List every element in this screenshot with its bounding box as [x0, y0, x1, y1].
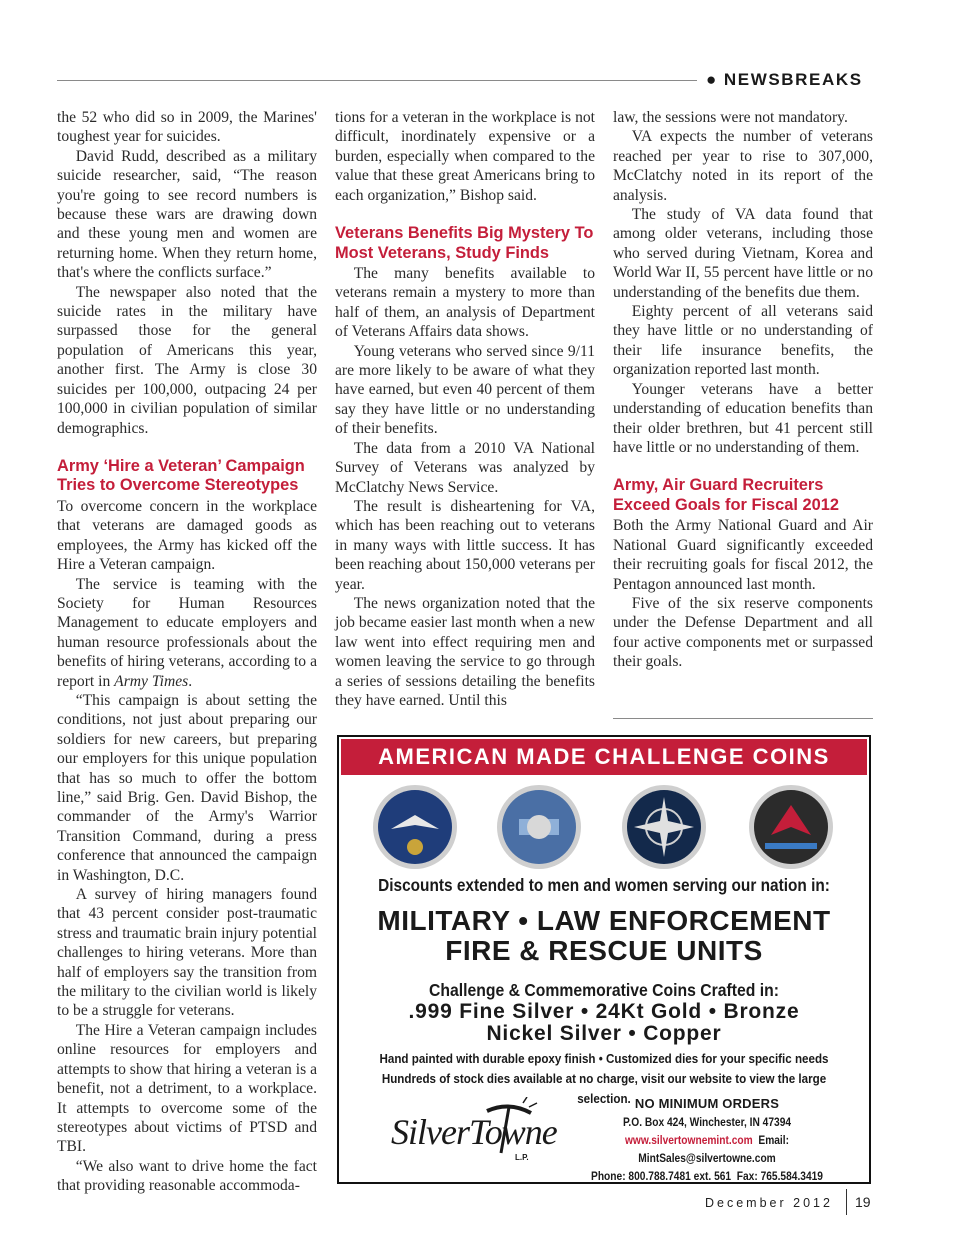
paragraph: Eighty percent of all veterans said they have little or no understanding of their life insurance benefits, the organization reported last month. [613, 303, 873, 379]
paragraph: The news organization noted that the job became easier last month when a new law went into effect requiring men and women leaving the service to go through a series of sessions detailing the benefits they have earned. Until this [335, 594, 595, 709]
ad-line-military: MILITARY • LAW ENFORCEMENT [377, 905, 831, 936]
paragraph: The Hire a Veteran campaign includes online resources for employers and attempts to show that hiring a veteran is a benefit, not a detriment, to a workplace. It attempts to overcome some of the stereotypes about victims of PTSD and TBI. [57, 1021, 317, 1156]
bullet-icon: ● [706, 70, 718, 89]
advertisement[interactable] [337, 735, 871, 1184]
paragraph: Both the Army National Guard and Air National Guard significantly exceeded their recruiting goals for fiscal 2012, the Pentagon announced last month. [613, 517, 873, 593]
ad-footer [339, 1089, 869, 1183]
fax: Fax: 765.584.3419 [736, 1169, 823, 1183]
logo-lp: L.P. [515, 1153, 529, 1162]
paragraph [57, 575, 317, 691]
paragraph: the 52 who did so in 2009, the Marines' toughest year for suicides. [57, 109, 317, 146]
email-link[interactable]: Email: MintSales@silvertowne.com [638, 1133, 789, 1165]
publication-name: Army Times [114, 672, 189, 690]
text-run: The service is teaming with the Society for Human Resources Management to educate employers and human resource professionals about the benefits of hiring veterans, according to a report in [57, 575, 317, 690]
column-rule [613, 718, 873, 719]
paragraph: David Rudd, described as a military suicide researcher, said, “The reason you're going to see record numbers is because these wars are drawing down and these young men and women are returning home. When they return home, that's where the conflicts surface.” [57, 147, 317, 282]
section-label [706, 70, 863, 90]
paragraph: The newspaper also noted that the suicide rates in the military have surpassed those for the general population of Americans this year, another first. The Army is close 30 suicides per 100,000, outpacing 24 per 100,000 in civilian population of similar demographics. [57, 283, 317, 437]
article-heading-benefits-mystery: Veterans Benefits Big Mystery To Most Veterans, Study Finds [335, 224, 594, 262]
coin-icon [622, 785, 706, 869]
paragraph: tions for a veteran in the workplace is not difficult, inordinately expensive or a burden, especially when compared to the value that these great Americans bring to each organization,” Bishop said. [335, 109, 595, 204]
text-run: . [188, 672, 193, 690]
paragraph: VA expects the number of veterans reached per year to rise to 307,000, McClatchy noted in its report of the analysis. [613, 128, 873, 204]
column-1 [57, 108, 317, 1196]
ad-discount: Discounts extended to men and women serving our nation in: [378, 875, 830, 895]
ad-crafted: Challenge & Commemorative Coins Crafted in: [428, 980, 780, 1000]
article-heading-hire-a-veteran: Army ‘Hire a Veteran’ Campaign Tries to Overcome Stereotypes [57, 456, 305, 495]
coin-icon [497, 785, 581, 869]
coins-illustration [339, 775, 869, 875]
paragraph: law, the sessions were not mandatory. [613, 109, 848, 126]
paragraph: Younger veterans have a better understanding of education benefits than their older brethren, but 41 percent still have little or no understanding of them. [613, 380, 873, 456]
no-minimum-orders: NO MINIMUM ORDERS [634, 1096, 780, 1111]
paragraph: “We also want to drive home the fact that providing reasonable accommoda- [57, 1157, 317, 1195]
contact-block [567, 1095, 847, 1185]
ad-finish: Hand painted with durable epoxy finish • Customized dies for your specific needs [379, 1051, 829, 1066]
website-link[interactable]: www.silvertownemint.com [624, 1133, 753, 1147]
coin-row [339, 775, 869, 875]
ad-banner: AMERICAN MADE CHALLENGE COINS [341, 739, 867, 775]
ad-metals-1: .999 Fine Silver • 24Kt Gold • Bronze [408, 1000, 800, 1023]
paragraph: The data from a 2010 VA National Survey of Veterans was analyzed by McClatchy News Service. [335, 439, 595, 496]
logo-text: SilverTowne [391, 1112, 557, 1152]
ad-metals-2: Nickel Silver • Copper [486, 1022, 722, 1045]
ad-line-fire: FIRE & RESCUE UNITS [445, 935, 763, 966]
silvertowne-logo[interactable] [391, 1097, 557, 1167]
paragraph: A survey of hiring managers found that 43 percent consider post-traumatic stress and traumatic brain injury potential challenges to hiring veterans. More than half of employers say the transition from the military to the civilian world is likely to be a struggle for veterans. [57, 886, 317, 1020]
ad-stock: Hundreds of stock dies available at no charge, visit our website to view the large selection. [381, 1071, 827, 1106]
issue-date: December 2012 [705, 1196, 833, 1210]
column-2 [335, 108, 595, 710]
section-title: NEWSBREAKS [723, 70, 863, 89]
paragraph: Young veterans who served since 9/11 are more likely to be aware of what they have earned, but even 40 percent of them say they have little or no understanding of their benefits. [335, 342, 595, 438]
coin-icon [749, 785, 833, 869]
article-heading-recruiters: Army, Air Guard Recruiters Exceed Goals for Fiscal 2012 [613, 476, 839, 514]
paragraph: Five of the six reserve components under the Defense Department and all four active components met or surpassed their goals. [613, 594, 873, 671]
paragraph: To overcome concern in the workplace that veterans are damaged goods as employees, the Army has kicked off the Hire a Veteran campaign. [57, 497, 317, 574]
coin-icon [373, 785, 457, 869]
paragraph: The result is disheartening for VA, which has been reaching out to veterans in many ways with little success. It has been reaching about 150,000 veterans per year. [335, 497, 595, 593]
paragraph: “This campaign is about setting the conditions, not just about preparing our soldiers for new careers, but preparing our employers for this unique population that has so much to offer the bottom line,” said Brig. Gen. David Bishop, the commander of the Army's Warrior Transition Command, during a press conference that announced the campaign in Washington, D.C. [57, 691, 317, 884]
paragraph: The many benefits available to veterans remain a mystery to more than half of them, an analysis of Department of Veterans Affairs data shows. [335, 265, 595, 341]
header-rule [57, 80, 697, 81]
paragraph: The study of VA data found that among older veterans, including those who served during Vietnam, Korea and World War II, 55 percent have little or no understanding of the benefits due them. [613, 206, 873, 301]
column-3 [613, 108, 873, 672]
footer-divider [846, 1189, 847, 1215]
phone: Phone: 800.788.7481 ext. 561 [591, 1169, 732, 1183]
page-number: 19 [855, 1194, 871, 1210]
address: P.O. Box 424, Winchester, IN 47394 [622, 1115, 792, 1129]
